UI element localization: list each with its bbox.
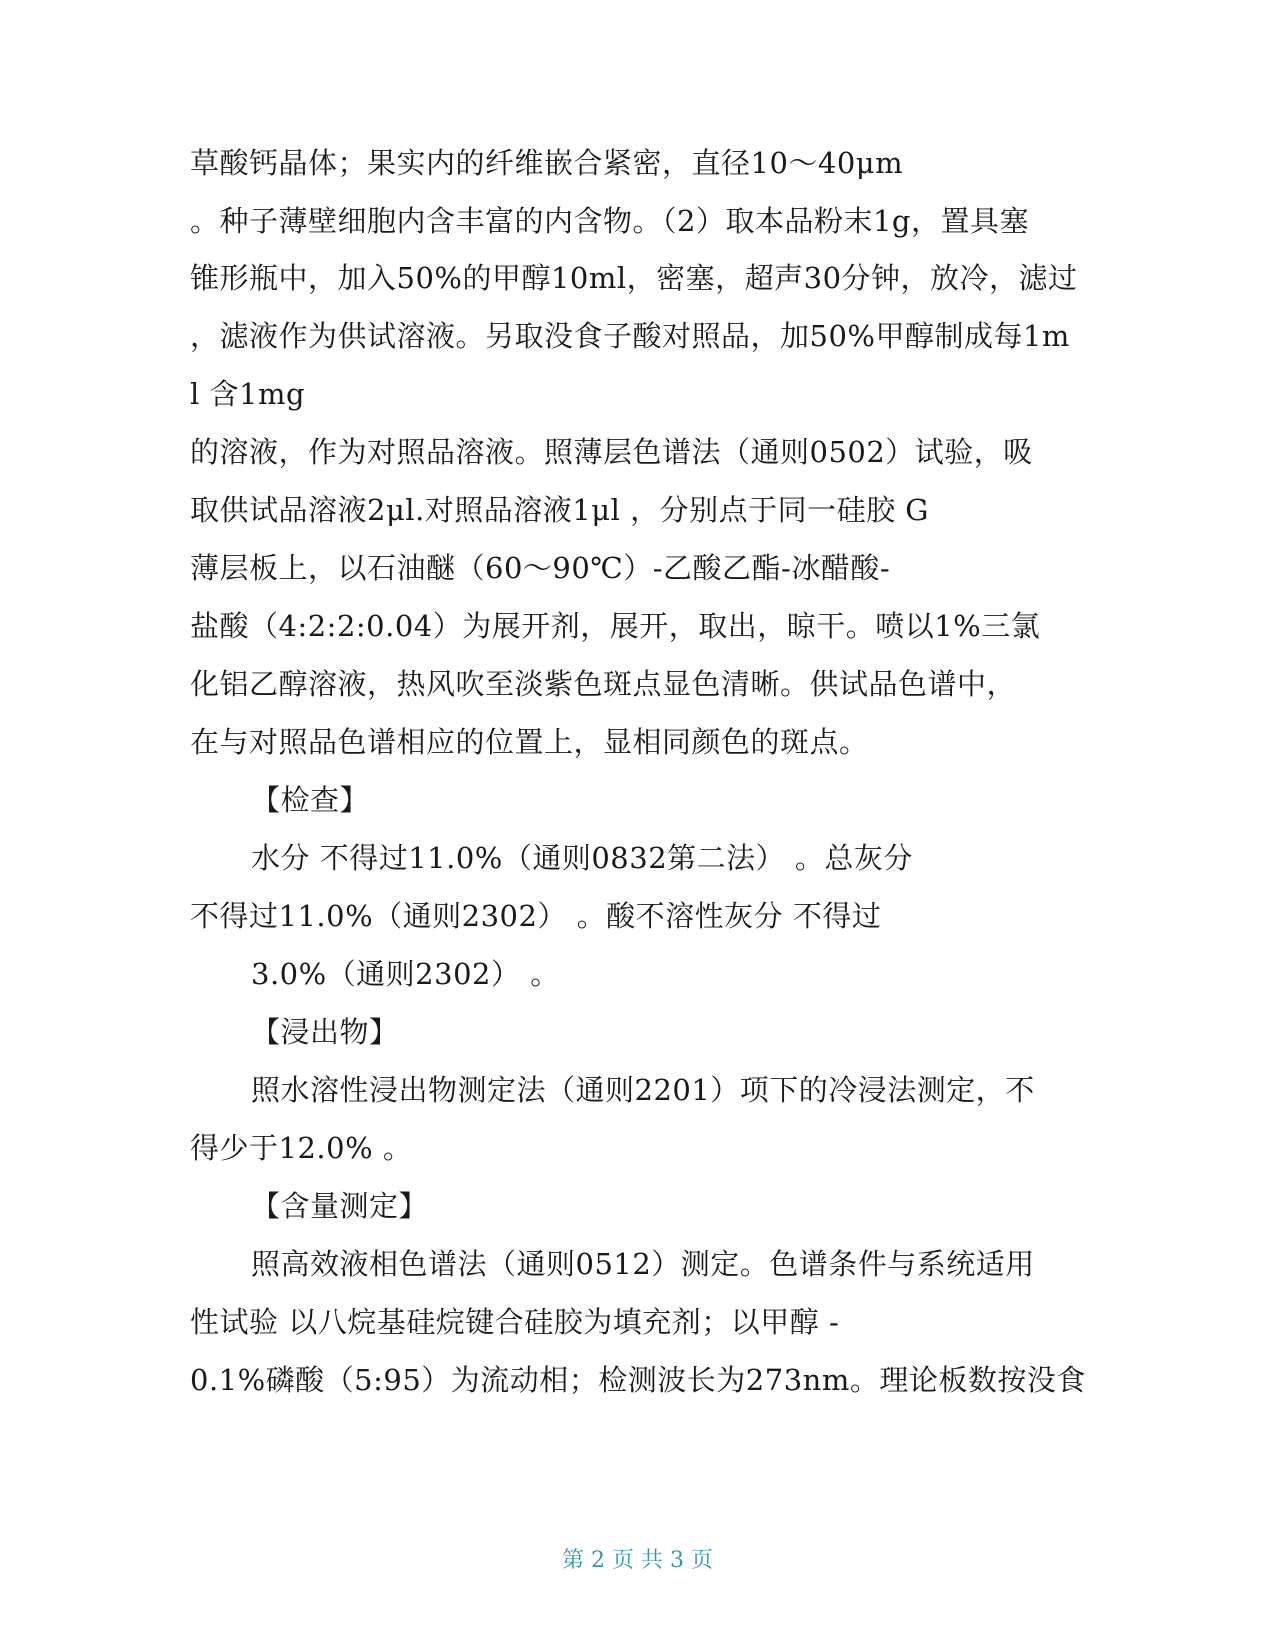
- text-line: l 含1mg: [190, 377, 306, 411]
- text-line: 照水溶性浸出物测定法（通则2201）项下的冷浸法测定，不: [251, 1073, 1035, 1107]
- text-line: 薄层板上，以石油醚（60～90℃）-乙酸乙酯-冰醋酸-: [190, 551, 891, 585]
- text-line: 化铝乙醇溶液，热风吹至淡紫色斑点显色清晰。供试品色谱中，: [190, 667, 1017, 701]
- text-line: 照高效液相色谱法（通则0512）测定。色谱条件与系统适用: [251, 1247, 1035, 1281]
- text-line: 不得过11.0%（通则2302） 。酸不溶性灰分 不得过: [190, 899, 882, 933]
- text-line: 水分 不得过11.0%（通则0832第二法） 。总灰分: [251, 841, 913, 875]
- text-line: 的溶液，作为对照品溶液。照薄层色谱法（通则0502）试验，吸: [190, 435, 1033, 469]
- text-line: 性试验 以八烷基硅烷键合硅胶为填充剂；以甲醇 -: [190, 1305, 840, 1339]
- section-heading-assay: 【含量测定】: [251, 1189, 429, 1223]
- text-line: ，滤液作为供试溶液。另取没食子酸对照品，加50%甲醇制成每1m: [190, 319, 1070, 353]
- page-footer: [0, 1546, 1275, 1576]
- text-line: 锥形瓶中，加入50%的甲醇10ml，密塞，超声30分钟，放冷，滤过: [190, 261, 1078, 295]
- text-line: 3.0%（通则2302） 。: [251, 957, 560, 991]
- text-line: 得少于12.0% 。: [190, 1131, 413, 1165]
- text-line: 取供试品溶液2μl.对照品溶液1μl ，分别点于同一硅胶 G: [190, 493, 929, 527]
- text-line: 盐酸（4:2:2:0.04）为展开剂，展开，取出，晾干。喷以1%三氯: [190, 609, 1041, 643]
- section-heading-extract: 【浸出物】: [251, 1015, 399, 1049]
- text-line: 。种子薄壁细胞内含丰富的内含物。（2）取本品粉末1g，置具塞: [190, 204, 1029, 238]
- page-number-label: 第 2 页 共 3 页: [562, 1548, 713, 1573]
- text-line: 在与对照品色谱相应的位置上，显相同颜色的斑点。: [190, 725, 869, 759]
- text-line: 草酸钙晶体；果实内的纤维嵌合紧密，直径10～40μm: [190, 146, 904, 180]
- section-heading-inspection: 【检查】: [251, 783, 370, 817]
- text-line: 0.1%磷酸（5:95）为流动相；检测波长为273nm。理论板数按没食: [190, 1363, 1086, 1397]
